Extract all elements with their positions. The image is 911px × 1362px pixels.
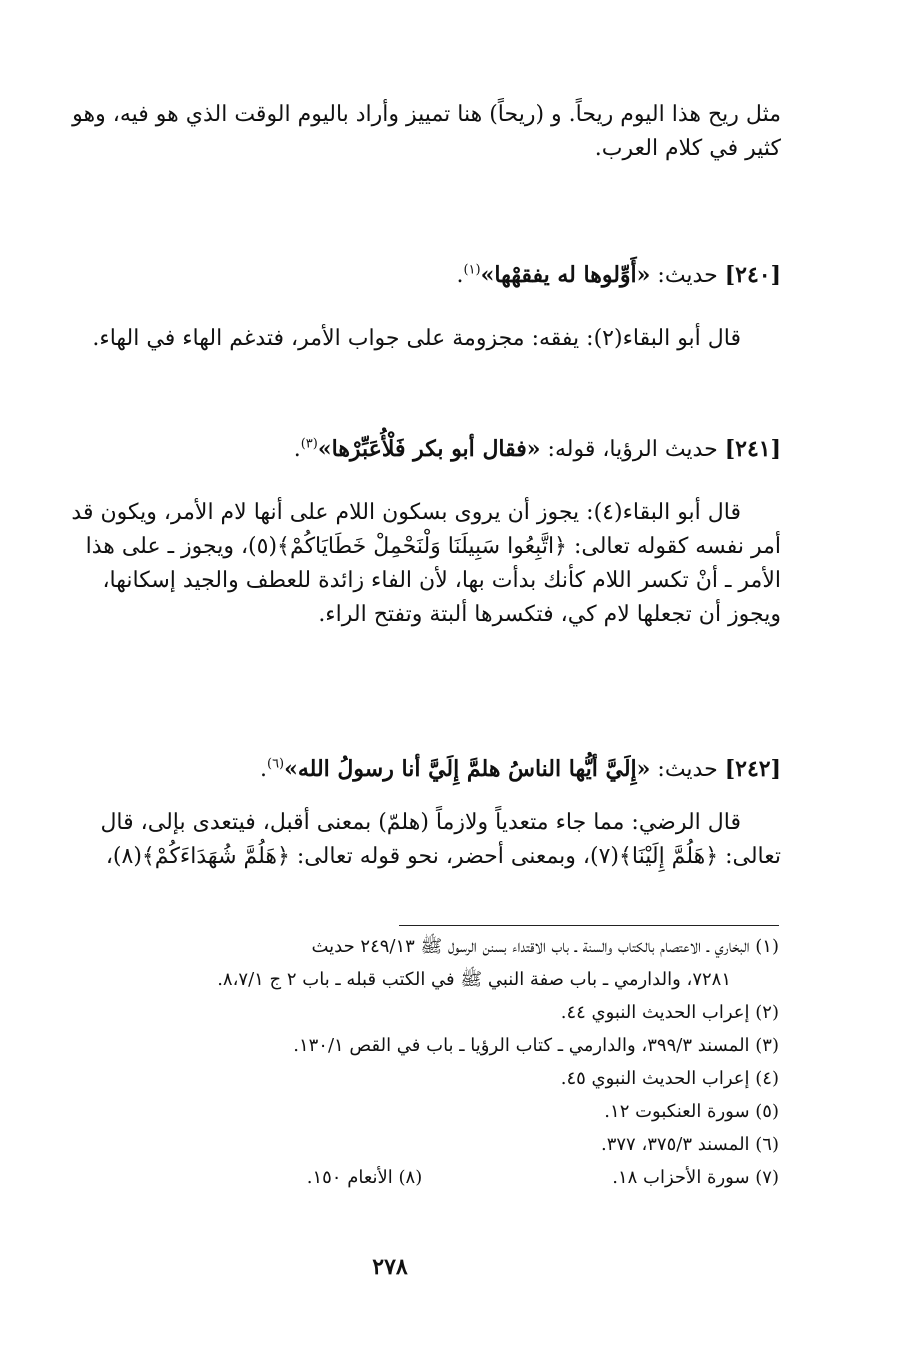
- footnote-row-7-8: [39, 1161, 779, 1194]
- entry-heading: [51, 432, 781, 467]
- heading-end: .: [259, 757, 267, 782]
- intro-line-2: كثير في كلام العرب.: [594, 136, 781, 161]
- entry-242-heading: [51, 752, 781, 787]
- footnote-4: (٤) إعراب الحديث النبوي ٤٥.: [560, 1068, 779, 1089]
- entry-241-heading: [51, 432, 781, 467]
- footnote-ref: (٣): [300, 436, 318, 452]
- entry-heading: [51, 258, 781, 293]
- entry-241-body: [51, 496, 781, 632]
- hadith-quote: «أَوِّلوها له يفقهْها»: [480, 262, 651, 288]
- entry-241-body-line-4: ويجوز أن تجعلها لام كي، فتكسرها ألبتة وتفتح الراء.: [318, 602, 781, 627]
- entry-number: [٢٤١]: [724, 436, 781, 462]
- entry-240-body-line-1: قال أبو البقاء(٢): يفقه: مجزومة على جواب الأمر، فتدغم الهاء في الهاء.: [92, 326, 741, 351]
- page-number: ٢٧٨: [372, 1254, 408, 1280]
- footnote-3: (٣) المسند ٣٩٩/٣، والدارمي ـ كتاب الرؤيا ـ باب في القص ١٣٠/١.: [293, 1035, 779, 1056]
- entry-number: [٢٤٢]: [724, 756, 781, 782]
- footnote-2: (٢) إعراب الحديث النبوي ٤٤.: [560, 1002, 779, 1023]
- footnote-1-line-2: ٧٢٨١، والدارمي ـ باب صفة النبي ﷺ في الكتب قبله ـ باب ٢ ج ٨،٧/١.: [217, 969, 731, 990]
- entry-label: حديث:: [657, 757, 718, 782]
- entry-label: حديث:: [657, 263, 718, 288]
- entry-241-body-line-3: الأمر ـ أنْ تكسر اللام كأنك بدأت بها، لأن الفاء زائدة للعطف والجيد إسكانها،: [102, 568, 781, 593]
- footnote-ref: (٦): [266, 756, 285, 772]
- footnote-ref: (١): [463, 262, 481, 278]
- entry-241-body-line-1: قال أبو البقاء(٤): يجوز أن يروى بسكون اللام على أنها لام الأمر، ويكون قد: [71, 500, 741, 525]
- entry-242-body: [51, 806, 781, 874]
- footnote-8: (٨) الأنعام ١٥٠.: [306, 1167, 423, 1188]
- entry-241-body-line-2: أمر نفسه كقوله تعالى: ﴿اتَّبِعُوا سَبِيلَنَا وَلْنَحْمِلْ خَطَايَاكُمْ﴾(٥)، ويجوز ـ على هذا: [85, 534, 781, 559]
- hadith-quote: «إِلَيَّ أيُّها الناسُ هلمَّ إِلَيَّ أنا رسولُ الله»: [284, 756, 651, 782]
- footnote-6: (٦) المسند ٣٧٥/٣، ٣٧٧.: [600, 1134, 779, 1155]
- entry-240-body: [51, 322, 781, 356]
- hadith-quote: «فقال أبو بكر فَلْأُعَبِّرْها»: [317, 436, 541, 462]
- entry-label: حديث الرؤيا، قوله:: [547, 437, 718, 462]
- footnote-1-line-1: (١) البخاري ـ الاعتصام بالكتاب والسنة ـ باب الاقتداء بسنن الرسول ﷺ ٢٤٩/١٣ حديث: [311, 936, 779, 957]
- intro-line-1: مثل ريح هذا اليوم ريحاً. و (ريحاً) هنا تمييز وأراد باليوم الوقت الذي هو فيه، وهو: [72, 102, 781, 127]
- entry-heading: [51, 752, 781, 787]
- heading-end: .: [293, 437, 301, 462]
- entry-242-body-line-1: قال الرضي: مما جاء متعدياً ولازماً (هلمّ) بمعنى أقبل، فيتعدى بإلى، قال: [100, 810, 741, 835]
- entry-number: [٢٤٠]: [724, 262, 781, 288]
- entry-240-heading: [51, 258, 781, 293]
- footnote-7: (٧) سورة الأحزاب ١٨.: [612, 1167, 779, 1188]
- footnote-5: (٥) سورة العنكبوت ١٢.: [604, 1101, 779, 1122]
- intro-paragraph: [51, 98, 781, 166]
- footnote-divider: [399, 925, 779, 926]
- footnotes: [39, 930, 779, 1194]
- heading-end: .: [456, 263, 464, 288]
- entry-242-body-line-2: تعالى: ﴿هَلُمَّ إِلَيْنَا﴾(٧)، وبمعنى أحضر، نحو قوله تعالى: ﴿هَلُمَّ شُهَدَاءَكُمْ﴾(٨)،: [105, 844, 781, 869]
